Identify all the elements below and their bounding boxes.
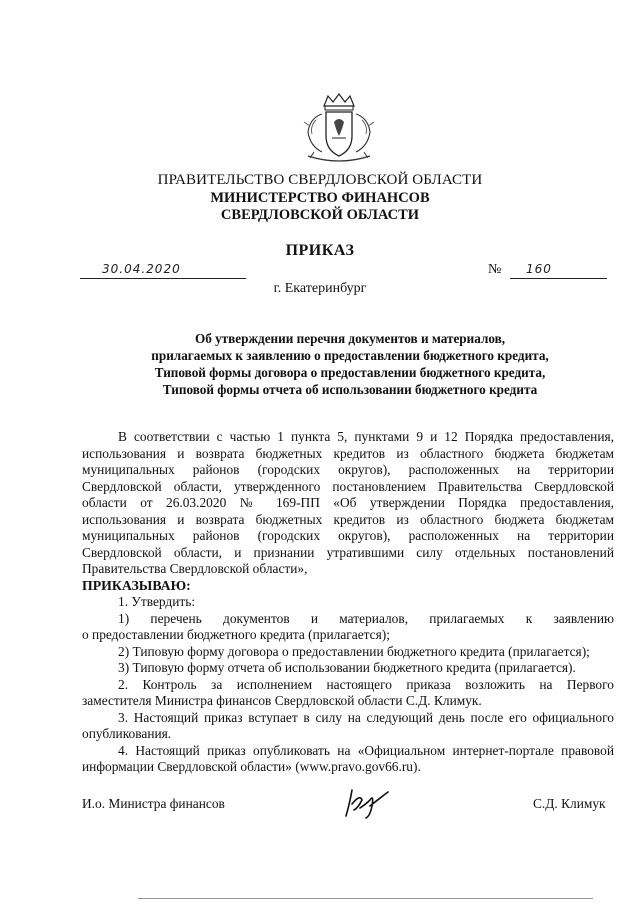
document-date: 30.04.2020 bbox=[102, 262, 181, 276]
order-subject bbox=[80, 330, 620, 398]
item-1-2: 2) Типовую форму договора о предоставлении бюджетного кредита (прилагается); bbox=[118, 643, 590, 659]
item-2-line: 2. Контроль за исполнением настоящего приказа возложить на Первого bbox=[118, 676, 614, 692]
item-2-line: заместителя Министра финансов Свердловской области С.Д. Климук. bbox=[82, 693, 482, 708]
preamble-line: использования и возврата бюджетных кредитов из областного бюджета бюджетам bbox=[82, 511, 614, 527]
item-1-1-line: 1) перечень документов и материалов, прилагаемых к заявлению bbox=[118, 610, 614, 626]
handwritten-signature-icon bbox=[340, 786, 392, 820]
item-1: 1. Утвердить: bbox=[118, 594, 196, 609]
subject-line: Типовой формы отчета об использовании бюджетного кредита bbox=[162, 382, 538, 397]
coat-of-arms-emblem-icon bbox=[294, 92, 384, 166]
order-body bbox=[82, 429, 614, 776]
ministry-title-line2: СВЕРДЛОВСКОЙ ОБЛАСТИ bbox=[220, 207, 420, 223]
item-1-3: 3) Типовую форму отчета об использовании бюджетного кредита (прилагается). bbox=[118, 660, 576, 675]
subject-line: Типовой формы договора о предоставлении бюджетного кредита, bbox=[154, 365, 546, 380]
order-word: ПРИКАЗЫВАЮ: bbox=[82, 577, 191, 593]
preamble-line: В соответствии с частью 1 пункта 5, пунктами 9 и 12 Порядка предоставления, bbox=[118, 429, 614, 444]
item-4-line: 4. Настоящий приказ опубликовать на «Официальном интернет-портале правовой bbox=[118, 742, 614, 758]
preamble-line: Правительства Свердловской области», bbox=[82, 561, 308, 576]
subject-line: прилагаемых к заявлению о предоставлении бюджетного кредита, bbox=[151, 348, 549, 363]
preamble-line: муниципальных районов (городских округов), расположенных на территории bbox=[82, 462, 614, 477]
preamble-line: Свердловской области, и признании утратившими силу отдельных постановлений bbox=[82, 544, 614, 560]
signatory-name: С.Д. Климук bbox=[533, 796, 606, 811]
city: г. Екатеринбург bbox=[273, 281, 367, 296]
preamble-line: Свердловской области, утвержденного постановлением Правительства Свердловской bbox=[82, 478, 614, 494]
footer-divider bbox=[138, 898, 593, 899]
number-field bbox=[510, 262, 607, 279]
preamble-line: использования и возврата бюджетных кредитов из областного бюджета бюджетам bbox=[82, 445, 614, 461]
item-1-1-line: о предоставлении бюджетного кредита (прилагается); bbox=[82, 627, 390, 642]
date-field bbox=[80, 262, 246, 279]
document-type-title: ПРИКАЗ bbox=[285, 242, 355, 259]
preamble-line: области от 26.03.2020 № 169-ПП «Об утверждении Порядка предоставления, bbox=[82, 495, 614, 510]
subject-line: Об утверждении перечня документов и материалов, bbox=[194, 331, 506, 346]
ministry-title-line1: МИНИСТЕРСТВО ФИНАНСОВ bbox=[210, 190, 430, 206]
government-title: ПРАВИТЕЛЬСТВО СВЕРДЛОВСКОЙ ОБЛАСТИ bbox=[157, 172, 483, 188]
item-3-line: 3. Настоящий приказ вступает в силу на следующий день после его официального bbox=[118, 709, 614, 725]
item-4-line: информации Свердловской области» (www.pravo.gov66.ru). bbox=[82, 759, 421, 774]
number-label: № bbox=[488, 262, 502, 277]
signatory-position: И.о. Министра финансов bbox=[82, 796, 225, 811]
item-3-line: опубликования. bbox=[82, 726, 172, 741]
document-number: 160 bbox=[526, 262, 552, 276]
preamble-line: муниципальных районов (городских округов), расположенных на территории bbox=[82, 528, 614, 543]
